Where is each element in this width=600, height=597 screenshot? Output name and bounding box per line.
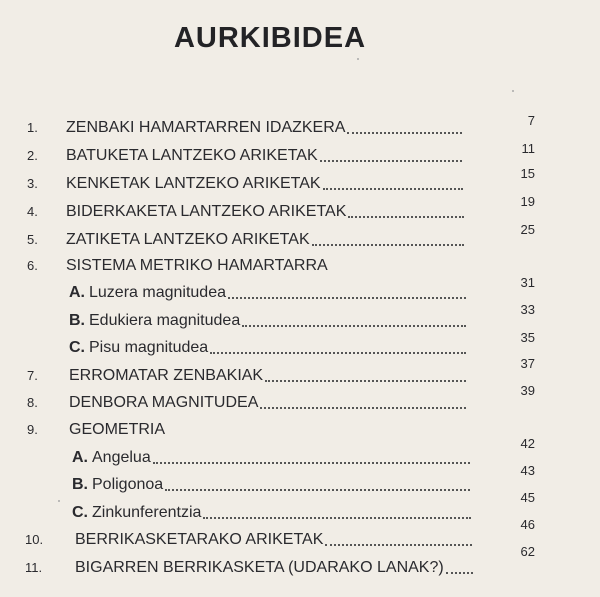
toc-entry-label	[69, 367, 263, 385]
entry-number: 9.	[27, 422, 38, 437]
entry-number: 8.	[27, 395, 38, 410]
page-number: 19	[520, 194, 535, 209]
leader-dots	[325, 542, 472, 546]
entry-text: ZENBAKI HAMARTARREN IDAZKERA	[66, 119, 346, 136]
leader-dots	[203, 515, 471, 519]
leader-dots	[312, 242, 464, 246]
leader-dots	[228, 295, 466, 299]
toc-entry-label	[75, 531, 323, 549]
paper-speck	[357, 58, 359, 60]
entry-text: Luzera magnitudea	[89, 284, 226, 301]
leader-dots	[347, 130, 462, 134]
page-number: 33	[520, 302, 535, 317]
page-number: 37	[520, 356, 535, 371]
entry-number: 10.	[25, 532, 44, 547]
toc-entry-label	[66, 203, 346, 221]
entry-text: Edukiera magnitudea	[89, 312, 241, 329]
entry-text: Angelua	[92, 449, 151, 466]
leader-dots	[446, 570, 473, 574]
leader-dots	[165, 487, 470, 491]
entry-text: BIGARREN BERRIKASKETA (UDARAKO LANAK?)	[75, 559, 444, 576]
leader-dots	[153, 460, 470, 464]
page-number: 15	[520, 166, 535, 181]
subentry-letter: C.	[69, 339, 85, 356]
entry-number: 6.	[27, 258, 38, 273]
entry-text: ZATIKETA LANTZEKO ARIKETAK	[66, 231, 310, 248]
entry-number: 5.	[27, 232, 38, 247]
leader-dots	[320, 158, 462, 162]
subentry-letter: C.	[72, 504, 88, 521]
toc-entry-label	[66, 147, 318, 165]
subentry-letter: B.	[72, 476, 88, 493]
toc-entry-label	[72, 476, 163, 494]
toc-entry-label	[66, 231, 310, 249]
page-number: 43	[520, 463, 535, 478]
leader-dots	[260, 405, 466, 409]
entry-text: BIDERKAKETA LANTZEKO ARIKETAK	[66, 203, 347, 220]
subentry-letter: A.	[69, 284, 85, 301]
leader-dots	[210, 350, 466, 354]
paper-speck	[58, 500, 60, 502]
entry-text: SISTEMA METRIKO HAMARTARRA	[66, 257, 328, 274]
page-number: 31	[520, 275, 535, 290]
leader-dots	[323, 186, 463, 190]
toc-entry-label	[66, 119, 345, 137]
page-number: 42	[520, 436, 535, 451]
entry-text: KENKETAK LANTZEKO ARIKETAK	[66, 175, 321, 192]
leader-dots	[242, 323, 466, 327]
entry-text: GEOMETRIA	[69, 421, 166, 438]
page-number: 35	[520, 330, 535, 345]
page-number: 46	[520, 517, 535, 532]
subentry-letter: B.	[69, 312, 85, 329]
entry-text: BATUKETA LANTZEKO ARIKETAK	[66, 147, 318, 164]
toc-entry-label	[66, 175, 321, 193]
entry-number: 3.	[27, 176, 38, 191]
page-number: 7	[527, 113, 535, 128]
page-number: 25	[520, 222, 535, 237]
entry-text: DENBORA MAGNITUDEA	[69, 394, 259, 411]
entry-text: BERRIKASKETARAKO ARIKETAK	[75, 531, 324, 548]
page-number: 45	[520, 490, 535, 505]
entry-text: Poligonoa	[92, 476, 164, 493]
page-number: 11	[521, 141, 535, 156]
toc-entry-label	[72, 449, 151, 467]
leader-dots	[348, 214, 464, 218]
toc-entry-label	[69, 339, 208, 357]
entry-text: Pisu magnitudea	[89, 339, 209, 356]
paper-speck	[512, 90, 514, 92]
toc-entry-label	[69, 284, 226, 302]
page-number: 39	[520, 383, 535, 398]
toc-entry-label	[69, 421, 165, 439]
toc-entry-label	[66, 257, 328, 275]
entry-number: 1.	[27, 120, 38, 135]
subentry-letter: A.	[72, 449, 88, 466]
toc-entry-label	[72, 504, 201, 522]
entry-text: ERROMATAR ZENBAKIAK	[69, 367, 264, 384]
entry-text: Zinkunferentzia	[92, 504, 202, 521]
page-title: AURKIBIDEA	[173, 22, 367, 54]
toc-entry-label	[75, 559, 444, 577]
entry-number: 11.	[25, 560, 43, 575]
toc-entry-label	[69, 394, 258, 412]
toc-entry-label	[69, 312, 240, 330]
entry-number: 7.	[27, 368, 38, 383]
entry-number: 4.	[27, 204, 38, 219]
leader-dots	[265, 378, 466, 382]
entry-number: 2.	[27, 148, 38, 163]
page-number: 62	[520, 544, 535, 559]
